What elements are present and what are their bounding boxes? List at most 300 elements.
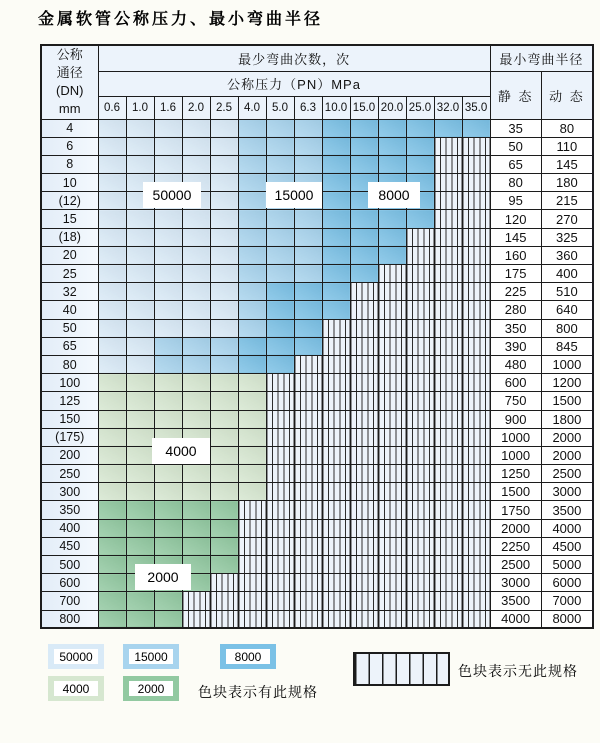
dn-cell: 350 xyxy=(41,501,98,519)
table-row xyxy=(41,246,593,264)
dn-cell: 800 xyxy=(41,610,98,628)
spec-cell-2000 xyxy=(98,501,126,519)
spec-cell-4000 xyxy=(238,392,266,410)
spec-cell-50000 xyxy=(126,265,154,283)
spec-cell-8000 xyxy=(294,337,322,355)
spec-cell-2000 xyxy=(154,501,182,519)
spec-cell-8000 xyxy=(322,192,350,210)
no-spec-cell xyxy=(406,501,434,519)
spec-cell-15000 xyxy=(238,228,266,246)
spec-cell-4000 xyxy=(210,428,238,446)
dynamic-radius-cell: 1800 xyxy=(541,410,593,428)
no-spec-cell xyxy=(462,155,490,173)
no-spec-cell xyxy=(350,483,378,501)
no-spec-cell xyxy=(238,537,266,555)
dn-cell: 450 xyxy=(41,537,98,555)
no-spec-cell xyxy=(266,392,294,410)
no-spec-cell xyxy=(406,374,434,392)
table-row xyxy=(41,265,593,283)
spec-cell-50000 xyxy=(182,301,210,319)
static-header: 静 态 xyxy=(490,71,541,119)
no-spec-cell xyxy=(266,428,294,446)
table-row xyxy=(41,446,593,464)
legend-swatch-label: 2000 xyxy=(129,681,173,696)
spec-cell-8000 xyxy=(378,246,406,264)
legend-swatch-15000 xyxy=(123,644,179,669)
spec-cell-50000 xyxy=(154,119,182,137)
spec-cell-8000 xyxy=(266,301,294,319)
spec-cell-50000 xyxy=(210,265,238,283)
no-spec-cell xyxy=(434,574,462,592)
spec-cell-50000 xyxy=(126,301,154,319)
no-spec-cell xyxy=(462,355,490,373)
page-title: 金属软管公称压力、最小弯曲半径 xyxy=(38,9,324,28)
table-row xyxy=(41,155,593,173)
no-spec-cell xyxy=(462,283,490,301)
dynamic-radius-cell: 800 xyxy=(541,319,593,337)
dynamic-radius-cell: 7000 xyxy=(541,592,593,610)
no-spec-cell xyxy=(434,610,462,628)
no-spec-cell xyxy=(238,556,266,574)
no-spec-cell xyxy=(406,465,434,483)
spec-cell-4000 xyxy=(238,428,266,446)
dynamic-radius-cell: 215 xyxy=(541,192,593,210)
static-radius-cell: 2000 xyxy=(490,519,541,537)
spec-cell-50000 xyxy=(182,283,210,301)
no-spec-cell xyxy=(350,574,378,592)
static-radius-cell: 175 xyxy=(490,265,541,283)
static-radius-cell: 1750 xyxy=(490,501,541,519)
spec-cell-8000 xyxy=(322,265,350,283)
spec-cell-50000 xyxy=(210,174,238,192)
table-row xyxy=(41,228,593,246)
no-spec-cell xyxy=(210,592,238,610)
spec-cell-50000 xyxy=(182,119,210,137)
static-radius-cell: 65 xyxy=(490,155,541,173)
spec-cell-15000 xyxy=(238,265,266,283)
no-spec-cell xyxy=(462,265,490,283)
static-radius-cell: 2250 xyxy=(490,537,541,555)
spec-cell-8000 xyxy=(350,265,378,283)
no-spec-cell xyxy=(406,592,434,610)
no-spec-cell xyxy=(322,355,350,373)
no-spec-cell xyxy=(378,374,406,392)
no-spec-cell xyxy=(434,446,462,464)
spec-cell-4000 xyxy=(182,465,210,483)
dn-cell: (18) xyxy=(41,228,98,246)
spec-cell-15000 xyxy=(266,228,294,246)
dn-cell: 80 xyxy=(41,355,98,373)
spec-cell-50000 xyxy=(126,319,154,337)
spec-cell-50000 xyxy=(98,192,126,210)
spec-cell-2000 xyxy=(98,537,126,555)
legend-swatch-label: 15000 xyxy=(129,649,173,664)
spec-cell-50000 xyxy=(182,319,210,337)
spec-cell-15000 xyxy=(294,210,322,228)
no-spec-cell xyxy=(238,592,266,610)
no-spec-cell xyxy=(462,410,490,428)
dynamic-radius-cell: 325 xyxy=(541,228,593,246)
no-spec-cell xyxy=(350,519,378,537)
spec-cell-50000 xyxy=(98,301,126,319)
no-spec-cell xyxy=(406,355,434,373)
spec-cell-15000 xyxy=(294,119,322,137)
static-radius-cell: 280 xyxy=(490,301,541,319)
no-spec-cell xyxy=(406,301,434,319)
dynamic-radius-cell: 2000 xyxy=(541,446,593,464)
no-spec-cell xyxy=(294,483,322,501)
spec-cell-50000 xyxy=(182,155,210,173)
no-spec-cell xyxy=(462,483,490,501)
legend-swatch-label: 4000 xyxy=(54,681,98,696)
spec-cell-8000 xyxy=(322,210,350,228)
cycle-label-15000: 15000 xyxy=(266,182,322,208)
no-spec-cell xyxy=(462,319,490,337)
no-spec-cell xyxy=(294,446,322,464)
no-spec-cell xyxy=(350,428,378,446)
spec-cell-15000 xyxy=(238,246,266,264)
spec-cell-8000 xyxy=(406,210,434,228)
spec-cell-4000 xyxy=(210,374,238,392)
pressure-col-header: 2.0 xyxy=(182,96,210,119)
legend-swatch-8000 xyxy=(220,644,276,669)
no-spec-cell xyxy=(350,374,378,392)
no-spec-cell xyxy=(210,610,238,628)
spec-cell-8000 xyxy=(350,228,378,246)
spec-cell-50000 xyxy=(182,210,210,228)
no-spec-cell xyxy=(406,337,434,355)
no-spec-cell xyxy=(462,228,490,246)
spec-cell-2000 xyxy=(154,610,182,628)
no-spec-cell xyxy=(350,283,378,301)
spec-cell-2000 xyxy=(154,519,182,537)
spec-cell-50000 xyxy=(210,192,238,210)
dynamic-radius-cell: 1200 xyxy=(541,374,593,392)
static-radius-cell: 480 xyxy=(490,355,541,373)
no-spec-cell xyxy=(350,610,378,628)
spec-cell-8000 xyxy=(378,155,406,173)
dn-cell: 6 xyxy=(41,137,98,155)
dn-cell: 10 xyxy=(41,174,98,192)
static-radius-cell: 350 xyxy=(490,319,541,337)
table-row xyxy=(41,610,593,628)
no-spec-cell xyxy=(434,265,462,283)
dn-cell: 32 xyxy=(41,283,98,301)
cycle-label-2000: 2000 xyxy=(135,564,191,590)
no-spec-cell xyxy=(462,337,490,355)
table-row xyxy=(41,574,593,592)
static-radius-cell: 3000 xyxy=(490,574,541,592)
spec-cell-4000 xyxy=(98,374,126,392)
dn-cell: 65 xyxy=(41,337,98,355)
no-spec-cell xyxy=(266,501,294,519)
spec-cell-15000 xyxy=(294,137,322,155)
spec-cell-50000 xyxy=(154,319,182,337)
spec-cell-2000 xyxy=(126,519,154,537)
spec-cell-4000 xyxy=(154,483,182,501)
no-spec-cell xyxy=(462,519,490,537)
no-spec-cell xyxy=(378,465,406,483)
spec-cell-50000 xyxy=(210,283,238,301)
dn-cell: 25 xyxy=(41,265,98,283)
no-spec-cell xyxy=(462,301,490,319)
dynamic-radius-cell: 1000 xyxy=(541,355,593,373)
spec-cell-15000 xyxy=(182,337,210,355)
dn-cell: 150 xyxy=(41,410,98,428)
spec-cell-8000 xyxy=(406,155,434,173)
pressure-col-header: 10.0 xyxy=(322,96,350,119)
no-spec-cell xyxy=(434,192,462,210)
legend-swatch-4000 xyxy=(48,676,104,701)
spec-cell-4000 xyxy=(210,392,238,410)
no-spec-cell xyxy=(378,410,406,428)
spec-cell-8000 xyxy=(322,119,350,137)
spec-cell-2000 xyxy=(126,610,154,628)
no-spec-cell xyxy=(350,465,378,483)
static-radius-cell: 120 xyxy=(490,210,541,228)
cycle-label-4000: 4000 xyxy=(152,438,210,464)
no-spec-cell xyxy=(350,301,378,319)
no-spec-cell xyxy=(462,210,490,228)
spec-cell-15000 xyxy=(210,337,238,355)
no-spec-cell xyxy=(266,537,294,555)
spec-cell-50000 xyxy=(210,301,238,319)
spec-cell-50000 xyxy=(98,319,126,337)
static-radius-cell: 1250 xyxy=(490,465,541,483)
spec-cell-8000 xyxy=(378,228,406,246)
no-spec-cell xyxy=(294,556,322,574)
no-spec-cell xyxy=(294,374,322,392)
no-spec-cell xyxy=(238,574,266,592)
dn-cell: (175) xyxy=(41,428,98,446)
dn-cell: (12) xyxy=(41,192,98,210)
spec-cell-50000 xyxy=(182,228,210,246)
table-row xyxy=(41,428,593,446)
table-row xyxy=(41,355,593,373)
no-spec-cell xyxy=(322,592,350,610)
table-row xyxy=(41,374,593,392)
dn-cell: 200 xyxy=(41,446,98,464)
no-spec-cell xyxy=(266,374,294,392)
no-spec-cell xyxy=(462,446,490,464)
pressure-col-header: 1.6 xyxy=(154,96,182,119)
spec-cell-8000 xyxy=(322,174,350,192)
static-radius-cell: 3500 xyxy=(490,592,541,610)
spec-cell-2000 xyxy=(126,537,154,555)
spec-cell-4000 xyxy=(182,410,210,428)
no-spec-cell xyxy=(266,483,294,501)
spec-cell-2000 xyxy=(210,556,238,574)
spec-cell-8000 xyxy=(406,137,434,155)
no-spec-cell xyxy=(434,483,462,501)
no-spec-cell xyxy=(378,610,406,628)
spec-cell-4000 xyxy=(126,465,154,483)
dn-cell: 40 xyxy=(41,301,98,319)
cycle-label-8000: 8000 xyxy=(368,182,420,208)
dynamic-radius-cell: 8000 xyxy=(541,610,593,628)
spec-cell-50000 xyxy=(154,155,182,173)
spec-cell-50000 xyxy=(210,155,238,173)
spec-cell-50000 xyxy=(126,246,154,264)
no-spec-cell xyxy=(406,428,434,446)
spec-cell-50000 xyxy=(182,265,210,283)
no-spec-cell xyxy=(266,410,294,428)
table-row xyxy=(41,283,593,301)
spec-cell-50000 xyxy=(126,210,154,228)
dynamic-radius-cell: 5000 xyxy=(541,556,593,574)
spec-cell-15000 xyxy=(294,228,322,246)
no-spec-cell xyxy=(434,592,462,610)
table-row xyxy=(41,137,593,155)
spec-cell-15000 xyxy=(154,337,182,355)
no-spec-cell xyxy=(378,355,406,373)
no-spec-cell xyxy=(378,428,406,446)
no-spec-cell xyxy=(462,137,490,155)
dn-cell: 50 xyxy=(41,319,98,337)
spec-cell-50000 xyxy=(126,337,154,355)
no-spec-cell xyxy=(266,574,294,592)
pressure-col-header: 20.0 xyxy=(378,96,406,119)
dynamic-radius-cell: 3500 xyxy=(541,501,593,519)
spec-cell-15000 xyxy=(238,319,266,337)
no-spec-cell xyxy=(434,410,462,428)
spec-cell-8000 xyxy=(294,319,322,337)
dn-header-line: 通径 xyxy=(56,65,83,81)
no-spec-cell xyxy=(350,410,378,428)
no-spec-cell xyxy=(406,228,434,246)
static-radius-cell: 1500 xyxy=(490,483,541,501)
spec-cell-15000 xyxy=(266,137,294,155)
dynamic-radius-cell: 6000 xyxy=(541,574,593,592)
spec-cell-50000 xyxy=(182,137,210,155)
legend-swatch-2000 xyxy=(123,676,179,701)
no-spec-cell xyxy=(294,574,322,592)
no-spec-cell xyxy=(462,556,490,574)
no-spec-cell xyxy=(350,337,378,355)
no-spec-cell xyxy=(378,592,406,610)
static-radius-cell: 50 xyxy=(490,137,541,155)
pressure-col-header: 32.0 xyxy=(434,96,462,119)
spec-cell-50000 xyxy=(154,228,182,246)
no-spec-cell xyxy=(462,374,490,392)
spec-cell-4000 xyxy=(238,410,266,428)
no-spec-cell xyxy=(378,392,406,410)
spec-cell-2000 xyxy=(182,519,210,537)
spec-cell-50000 xyxy=(126,283,154,301)
static-radius-cell: 750 xyxy=(490,392,541,410)
spec-cell-2000 xyxy=(182,501,210,519)
spec-cell-4000 xyxy=(238,483,266,501)
spec-cell-15000 xyxy=(238,283,266,301)
dynamic-radius-cell: 270 xyxy=(541,210,593,228)
spec-cell-50000 xyxy=(98,283,126,301)
dn-cell: 300 xyxy=(41,483,98,501)
spec-cell-15000 xyxy=(238,210,266,228)
no-spec-cell xyxy=(434,355,462,373)
pressure-col-header: 35.0 xyxy=(462,96,490,119)
dynamic-radius-cell: 80 xyxy=(541,119,593,137)
spec-cell-15000 xyxy=(238,137,266,155)
no-spec-cell xyxy=(350,319,378,337)
dn-cell: 4 xyxy=(41,119,98,137)
spec-cell-8000 xyxy=(266,355,294,373)
table-row xyxy=(41,537,593,555)
spec-cell-50000 xyxy=(210,319,238,337)
spec-cell-2000 xyxy=(98,574,126,592)
no-spec-cell xyxy=(350,355,378,373)
spec-cell-8000 xyxy=(322,283,350,301)
dynamic-radius-cell: 845 xyxy=(541,337,593,355)
spec-cell-50000 xyxy=(210,228,238,246)
table-row xyxy=(41,301,593,319)
no-spec-cell xyxy=(378,556,406,574)
spec-cell-15000 xyxy=(266,246,294,264)
no-spec-cell xyxy=(434,519,462,537)
spec-cell-50000 xyxy=(98,174,126,192)
spec-cell-2000 xyxy=(154,592,182,610)
spec-cell-15000 xyxy=(294,246,322,264)
no-spec-cell xyxy=(350,537,378,555)
dynamic-radius-cell: 510 xyxy=(541,283,593,301)
no-spec-cell xyxy=(462,246,490,264)
no-spec-cell xyxy=(434,246,462,264)
spec-cell-15000 xyxy=(266,155,294,173)
static-radius-cell: 95 xyxy=(490,192,541,210)
no-spec-cell xyxy=(406,283,434,301)
no-spec-cell xyxy=(406,537,434,555)
spec-cell-2000 xyxy=(98,556,126,574)
table-row xyxy=(41,337,593,355)
no-spec-cell xyxy=(322,446,350,464)
no-spec-cell xyxy=(406,483,434,501)
no-spec-cell xyxy=(378,301,406,319)
spec-cell-2000 xyxy=(126,592,154,610)
spec-cell-8000 xyxy=(266,283,294,301)
spec-cell-4000 xyxy=(154,465,182,483)
legend-available-text: 色块表示有此规格 xyxy=(198,684,318,700)
no-spec-cell xyxy=(266,556,294,574)
spec-cell-50000 xyxy=(154,246,182,264)
no-spec-cell xyxy=(322,501,350,519)
spec-cell-50000 xyxy=(182,246,210,264)
spec-cell-8000 xyxy=(406,119,434,137)
spec-cell-50000 xyxy=(154,283,182,301)
no-spec-cell xyxy=(406,519,434,537)
no-spec-cell xyxy=(378,501,406,519)
spec-cell-8000 xyxy=(378,119,406,137)
spec-cell-15000 xyxy=(266,119,294,137)
dn-cell: 15 xyxy=(41,210,98,228)
header-row-1 xyxy=(41,45,593,71)
no-spec-cell xyxy=(182,610,210,628)
no-spec-cell xyxy=(294,610,322,628)
no-spec-cell xyxy=(378,446,406,464)
spec-cell-4000 xyxy=(154,374,182,392)
spec-cell-50000 xyxy=(210,137,238,155)
spec-cell-50000 xyxy=(126,137,154,155)
spec-cell-50000 xyxy=(210,119,238,137)
dynamic-header: 动 态 xyxy=(541,71,593,119)
dynamic-radius-cell: 145 xyxy=(541,155,593,173)
spec-cell-4000 xyxy=(154,392,182,410)
no-spec-cell xyxy=(238,519,266,537)
no-spec-cell xyxy=(322,519,350,537)
spec-cell-50000 xyxy=(154,301,182,319)
no-spec-cell xyxy=(182,592,210,610)
no-spec-cell xyxy=(378,537,406,555)
no-spec-cell xyxy=(294,537,322,555)
no-spec-cell xyxy=(322,465,350,483)
